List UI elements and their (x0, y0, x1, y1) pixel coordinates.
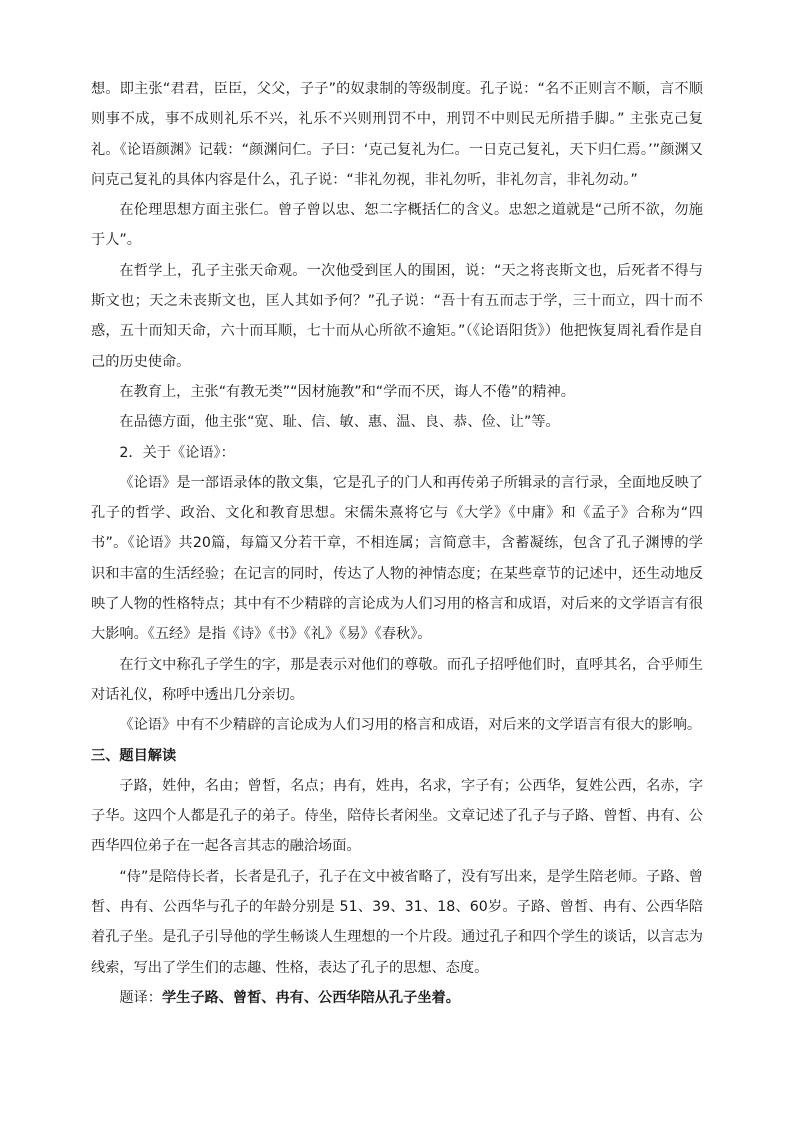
paragraph-title-translation (91, 983, 703, 1013)
document-page (91, 74, 703, 1013)
paragraph-philosophy: 在哲学上，孔子主张天命观。一次他受到匡人的围困，说：“天之将丧斯文也，后死者不得与斯文也；天之未丧斯文也，匡人其如予何？”孔子说：“吾十有五而志于学，三十而立，四十而不惑，五十而知天命，六十而耳顺，七十而从心所欲不逾矩。”（《论语阳货》）他把恢复周礼看作是自己的历史使命。 (91, 262, 703, 370)
paragraph-shi-meaning: “侍”是陪侍长者，长者是孔子，孔子在文中被省略了，没有写出来，是学生陪老师。子路、曾皙、冉有、公西华与孔子的年龄分别是 51、39、31、18、60岁。子路、曾皙、冉有、公西华陪着孔子坐。是孔子引导他的学生畅谈人生理想的一个片段。通过孔子和四个学生的谈话，以言志为线索，写出了学生们的志趣、性格，表达了孔子的思想、态度。 (91, 868, 703, 976)
paragraph-education: 在教育上，主张“有教无类”“因材施教”和“学而不厌，诲人不倦”的精神。 (119, 383, 575, 400)
paragraph-lunyu-influence: 《论语》中有不少精辟的言论成为人们习用的格言和成语，对后来的文学语言有很大的影响。 (119, 717, 702, 734)
paragraph-lunyu-intro: 《论语》是一部语录体的散文集，它是孔子的门人和再传弟子所辑录的言行录，全面地反映了孔子的哲学、政治、文化和教育思想。宋儒朱熹将它与《大学》《中庸》和《孟子》合称为“四书”。《论语》共20篇，每篇又分若干章，不相连属；言简意丰，含蓄凝练，包含了孔子渊博的学识和丰富的生活经验；在记言的同时，传达了人物的神情态度；在某些章节的记述中，还生动地反映了人物的性格特点；其中有不少精辟的言论成为人们习用的格言和成语，对后来的文学语言有很大影响。《五经》是指《诗》《书》《礼》《易》《春秋》。 (91, 474, 703, 643)
paragraph-political-thought: 想。即主张“君君，臣臣，父父，子子”的奴隶制的等级制度。孔子说：“名不正则言不顺，言不顺则事不成，事不成则礼乐不兴，礼乐不兴则刑罚不中，刑罚不中则民无所措手脚。” 主张克己复礼。《论语颜渊》记载：“颜渊问仁。子曰：‘克己复礼为仁。一日克己复礼，天下归仁焉。’”颜渊又问克己复礼的具体内容是什么，孔子说：“非礼勿视，非礼勿听，非礼勿言，非礼勿动。” (91, 81, 703, 188)
subheading-about-lunyu: 2．关于《论语》： (119, 444, 235, 461)
paragraph-morality: 在品德方面，他主张“宽、耻、信、敏、惠、温、良、恭、俭、让”等。 (119, 414, 560, 431)
translation-label: 题译： (119, 989, 162, 1006)
paragraph-naming-etiquette: 在行文中称孔子学生的字，那是表示对他们的尊敬。而孔子招呼他们时，直呼其名，合乎师生对话礼仪，称呼中透出几分亲切。 (91, 656, 703, 703)
translation-text: 学生子路、曾皙、冉有、公西华陪从孔子坐着。 (161, 989, 460, 1006)
paragraph-ethics: 在伦理思想方面主张仁。曾子曾以忠、恕二字概括仁的含义。忠恕之道就是“己所不欲，勿施于人”。 (91, 202, 703, 249)
paragraph-disciples-names: 子路，姓仲，名由；曾皙，名点；冉有，姓冉，名求，字子有；公西华，复姓公西，名赤，字子华。这四个人都是孔子的弟子。侍坐，陪侍长者闲坐。文章记述了孔子与子路、曾皙、冉有、公西华四位弟子在一起各言其志的融洽场面。 (91, 777, 703, 855)
section-heading-title-interpretation: 三、题目解读 (91, 747, 177, 764)
